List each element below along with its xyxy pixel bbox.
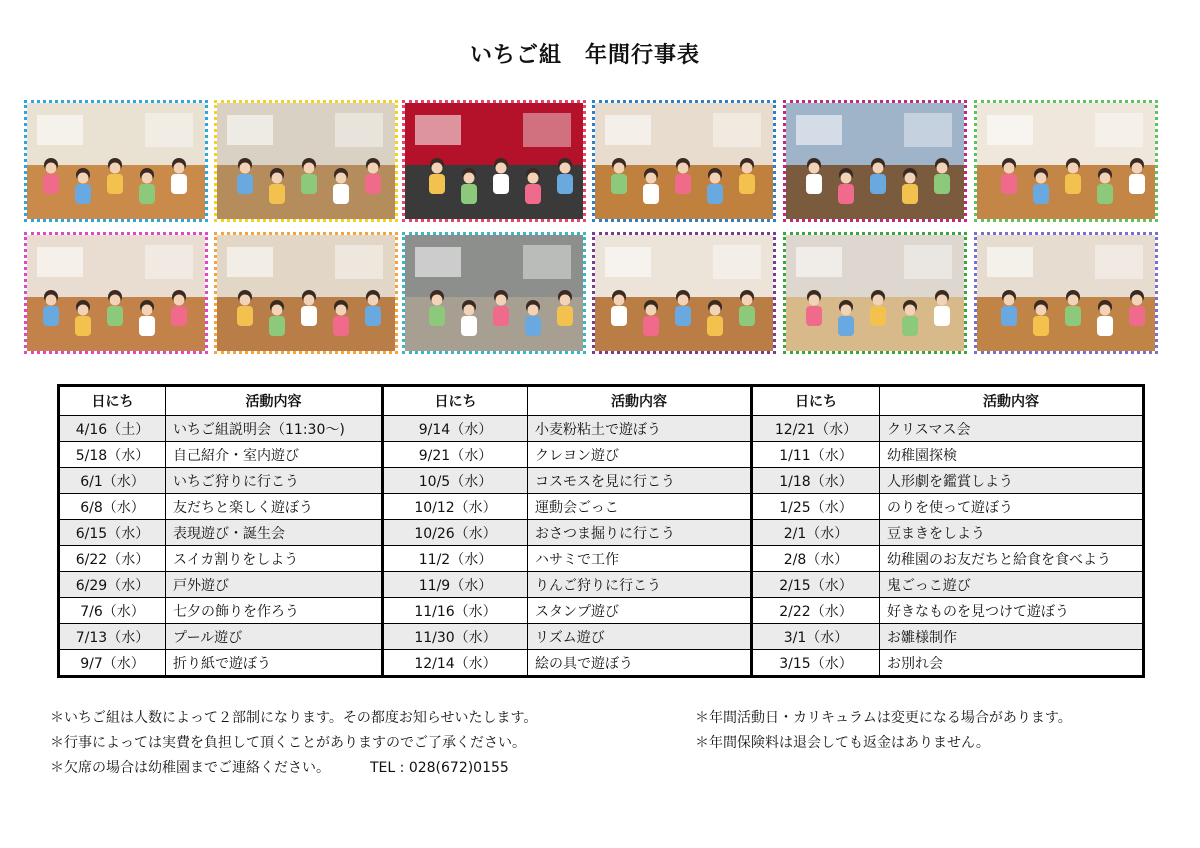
activity-cell: スイカ割りをしよう: [166, 546, 383, 572]
date-cell: 1/11（水）: [752, 442, 880, 468]
date-cell: 4/16（土）: [59, 416, 166, 442]
photo-illustration: [217, 103, 395, 219]
date-header: 日にち: [383, 386, 528, 416]
date-cell: 6/8（水）: [59, 494, 166, 520]
activity-cell: 運動会ごっこ: [528, 494, 752, 520]
photo-illustration: [405, 235, 583, 351]
table-row: [59, 468, 1144, 494]
photo-illustration: [786, 103, 964, 219]
date-header: 日にち: [59, 386, 166, 416]
date-cell: 6/29（水）: [59, 572, 166, 598]
date-cell: 9/7（水）: [59, 650, 166, 677]
activity-cell: 幼稚園探検: [880, 442, 1144, 468]
activity-cell: いちご組説明会（11:30〜): [166, 416, 383, 442]
table-row: [59, 650, 1144, 677]
activity-cell: おさつま掘りに行こう: [528, 520, 752, 546]
activity-cell: 自己紹介・室内遊び: [166, 442, 383, 468]
photo-illustration: [977, 103, 1155, 219]
date-cell: 12/21（水）: [752, 416, 880, 442]
activity-photo: [592, 232, 776, 354]
note-line: ＊年間保険料は退会しても返金はありません。: [695, 735, 990, 751]
date-cell: 11/16（水）: [383, 598, 528, 624]
photo-illustration: [595, 103, 773, 219]
activity-cell: 小麦粉粘土で遊ぼう: [528, 416, 752, 442]
photo-illustration: [217, 235, 395, 351]
activity-photo: [783, 100, 967, 222]
note-line: ＊年間活動日・カリキュラムは変更になる場合があります。: [695, 710, 1072, 726]
activity-cell: 戸外遊び: [166, 572, 383, 598]
table-row: [59, 520, 1144, 546]
photo-illustration: [405, 103, 583, 219]
activity-cell: 友だちと楽しく遊ぼう: [166, 494, 383, 520]
date-cell: 1/18（水）: [752, 468, 880, 494]
activity-cell: リズム遊び: [528, 624, 752, 650]
date-cell: 1/25（水）: [752, 494, 880, 520]
page-title: いちご組 年間行事表: [469, 43, 700, 68]
activity-cell: いちご狩りに行こう: [166, 468, 383, 494]
table-row: [59, 624, 1144, 650]
date-cell: 2/8（水）: [752, 546, 880, 572]
table-row: [59, 598, 1144, 624]
schedule-table: [57, 384, 1145, 678]
activity-photo: [214, 232, 398, 354]
notes-right: [695, 706, 1072, 756]
activity-cell: 折り紙で遊ぼう: [166, 650, 383, 677]
activity-photo: [592, 100, 776, 222]
activity-cell: 鬼ごっこ遊び: [880, 572, 1144, 598]
photo-illustration: [786, 235, 964, 351]
activity-header: 活動内容: [880, 386, 1144, 416]
date-cell: 10/5（水）: [383, 468, 528, 494]
date-cell: 6/1（水）: [59, 468, 166, 494]
activity-cell: 絵の具で遊ぼう: [528, 650, 752, 677]
note-line: ＊行事によっては実費を負担して頂くことがありますのでご了承ください。: [50, 735, 526, 751]
activity-photo: [974, 100, 1158, 222]
date-cell: 11/9（水）: [383, 572, 528, 598]
activity-cell: 人形劇を鑑賞しよう: [880, 468, 1144, 494]
date-cell: 10/12（水）: [383, 494, 528, 520]
activity-cell: スタンプ遊び: [528, 598, 752, 624]
activity-cell: お別れ会: [880, 650, 1144, 677]
date-cell: 9/14（水）: [383, 416, 528, 442]
activity-photo: [402, 100, 586, 222]
date-cell: 2/22（水）: [752, 598, 880, 624]
activity-photo: [24, 100, 208, 222]
date-cell: 6/15（水）: [59, 520, 166, 546]
note-line: ＊いちご組は人数によって２部制になります。その都度お知らせいたします。: [50, 710, 538, 726]
activity-cell: 七夕の飾りを作ろう: [166, 598, 383, 624]
date-cell: 2/1（水）: [752, 520, 880, 546]
note-text: ＊欠席の場合は幼稚園までご連絡ください。: [50, 760, 330, 776]
activity-cell: お雛様制作: [880, 624, 1144, 650]
note-line: [50, 756, 537, 781]
date-cell: 11/30（水）: [383, 624, 528, 650]
activity-cell: のりを使って遊ぼう: [880, 494, 1144, 520]
activity-cell: 表現遊び・誕生会: [166, 520, 383, 546]
photo-illustration: [977, 235, 1155, 351]
date-cell: 12/14（水）: [383, 650, 528, 677]
activity-cell: りんご狩りに行こう: [528, 572, 752, 598]
activity-cell: コスモスを見に行こう: [528, 468, 752, 494]
date-cell: 7/6（水）: [59, 598, 166, 624]
date-cell: 5/18（水）: [59, 442, 166, 468]
date-cell: 9/21（水）: [383, 442, 528, 468]
date-cell: 2/15（水）: [752, 572, 880, 598]
activity-cell: クレヨン遊び: [528, 442, 752, 468]
table-row: [59, 442, 1144, 468]
date-cell: 10/26（水）: [383, 520, 528, 546]
date-cell: 11/2（水）: [383, 546, 528, 572]
date-cell: 6/22（水）: [59, 546, 166, 572]
date-header: 日にち: [752, 386, 880, 416]
date-cell: 3/1（水）: [752, 624, 880, 650]
activity-photo: [783, 232, 967, 354]
activity-cell: 幼稚園のお友だちと給食を食べよう: [880, 546, 1144, 572]
activity-photo: [214, 100, 398, 222]
activity-photo: [974, 232, 1158, 354]
table-row: [59, 416, 1144, 442]
table-header-row: [59, 386, 1144, 416]
photo-gallery: [24, 100, 1162, 358]
activity-cell: プール遊び: [166, 624, 383, 650]
photo-illustration: [27, 235, 205, 351]
table-row: [59, 572, 1144, 598]
table-row: [59, 494, 1144, 520]
telephone-number: TEL : 028(672)0155: [370, 760, 509, 776]
date-cell: 7/13（水）: [59, 624, 166, 650]
activity-cell: 豆まきをしよう: [880, 520, 1144, 546]
activity-cell: ハサミで工作: [528, 546, 752, 572]
photo-illustration: [27, 103, 205, 219]
activity-cell: 好きなものを見つけて遊ぼう: [880, 598, 1144, 624]
activity-photo: [24, 232, 208, 354]
activity-header: 活動内容: [166, 386, 383, 416]
activity-photo: [402, 232, 586, 354]
notes-left: [50, 706, 537, 781]
table-row: [59, 546, 1144, 572]
activity-cell: クリスマス会: [880, 416, 1144, 442]
date-cell: 3/15（水）: [752, 650, 880, 677]
photo-illustration: [595, 235, 773, 351]
activity-header: 活動内容: [528, 386, 752, 416]
